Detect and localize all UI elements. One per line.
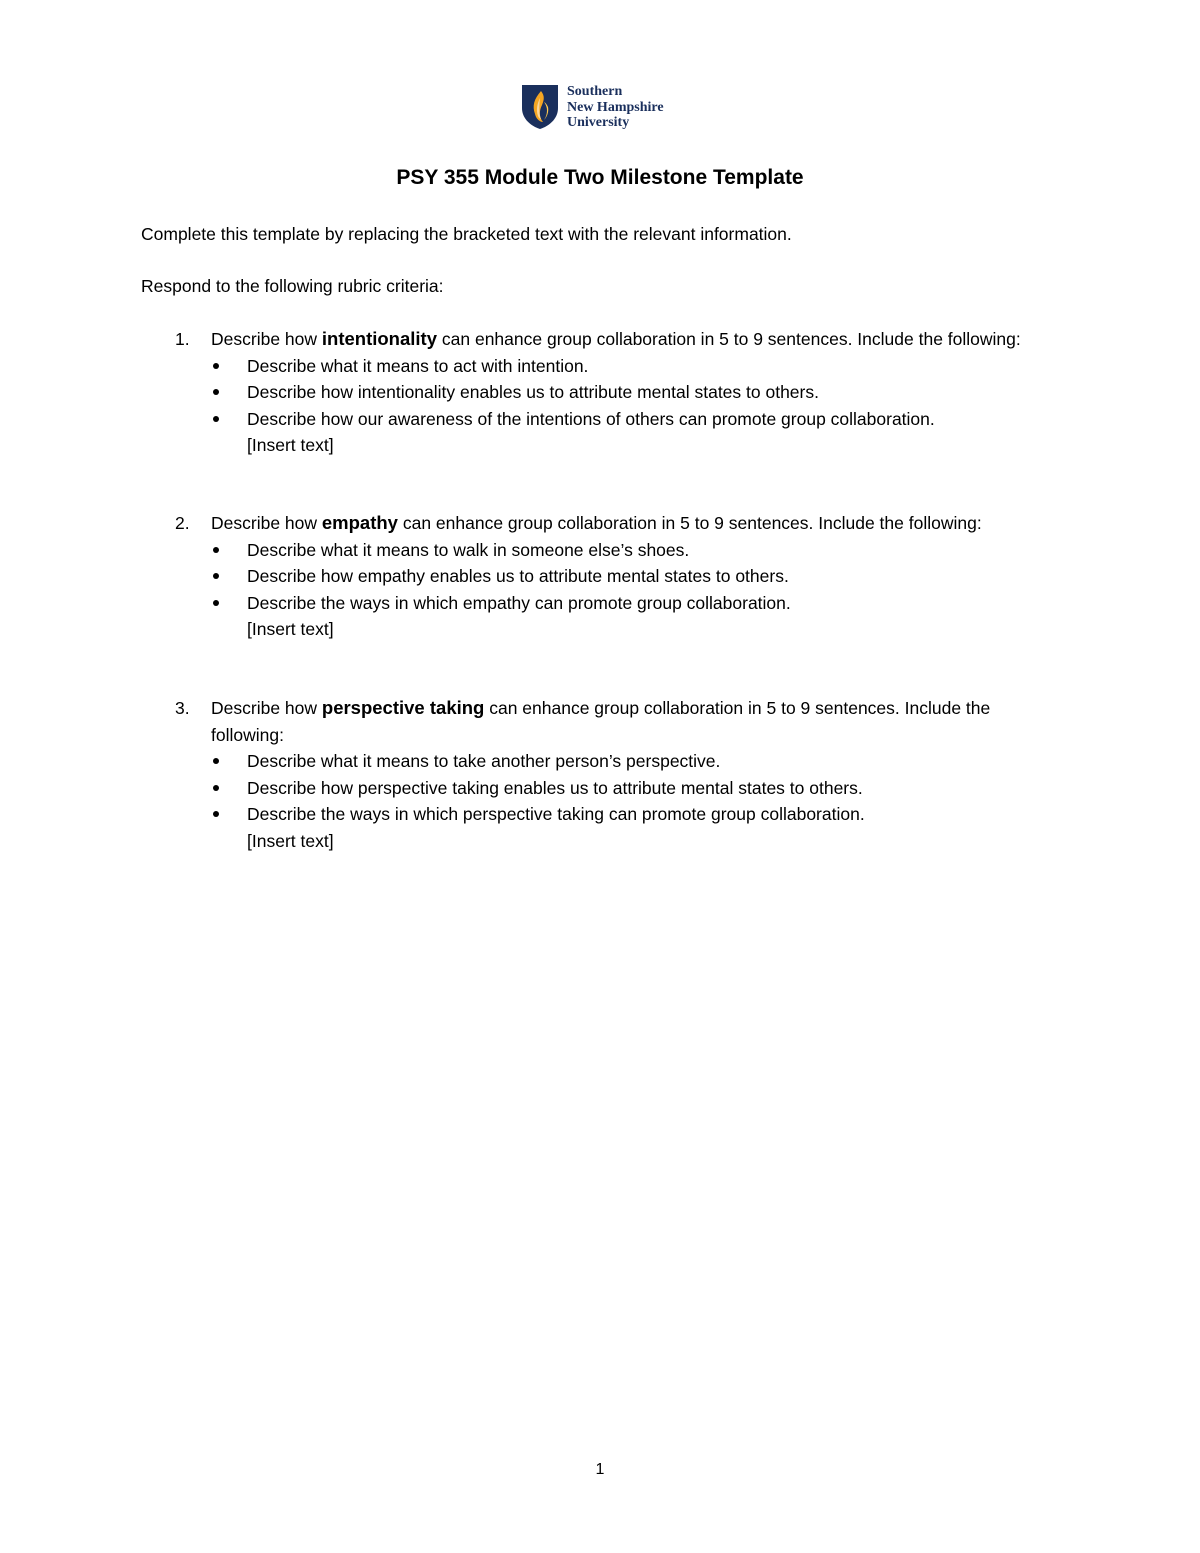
document-title: PSY 355 Module Two Milestone Template bbox=[396, 166, 804, 189]
criterion-2 bbox=[175, 510, 1051, 643]
logo-line-university: University bbox=[567, 115, 630, 130]
bullet-item bbox=[211, 590, 1051, 617]
bullet-text: Describe what it means to take another person’s perspective. bbox=[247, 751, 721, 771]
bullet-icon bbox=[213, 416, 219, 422]
bullet-text: Describe what it means to walk in someone else’s shoes. bbox=[247, 539, 690, 560]
bullet-item bbox=[211, 775, 1051, 802]
insert-text-placeholder[interactable]: [Insert text] bbox=[247, 619, 334, 639]
criterion-number: 1. bbox=[175, 329, 190, 349]
criterion-bullets bbox=[211, 537, 1051, 617]
bullet-icon bbox=[213, 600, 219, 606]
bullet-item bbox=[211, 801, 1051, 828]
university-logo bbox=[521, 84, 664, 132]
bullet-item bbox=[211, 353, 1051, 380]
bullet-icon bbox=[213, 389, 219, 395]
criterion-number: 3. bbox=[175, 698, 190, 718]
criterion-suffix: can enhance group collaboration in 5 to 9 sentences. Include the following: bbox=[437, 329, 1021, 349]
criterion-keyword: intentionality bbox=[321, 328, 438, 349]
insert-text-placeholder[interactable]: [Insert text] bbox=[247, 830, 334, 851]
criterion-3 bbox=[175, 695, 1051, 854]
bullet-icon bbox=[213, 811, 219, 817]
page-number: 1 bbox=[595, 1461, 605, 1478]
bullet-icon bbox=[213, 547, 219, 553]
criterion-keyword: perspective taking bbox=[321, 697, 485, 718]
logo-wordmark bbox=[567, 84, 664, 131]
criterion-keyword: empathy bbox=[321, 512, 398, 533]
criterion-lead bbox=[211, 695, 1051, 748]
bullet-item bbox=[211, 563, 1051, 590]
criterion-prefix: Describe how bbox=[211, 329, 322, 349]
bullet-icon bbox=[213, 758, 219, 764]
criterion-bullets bbox=[211, 748, 1051, 828]
bullet-text: Describe how perspective taking enables us to attribute mental states to others. bbox=[247, 777, 863, 798]
bullet-item bbox=[211, 537, 1051, 564]
respond-paragraph: Respond to the following rubric criteria: bbox=[141, 276, 444, 296]
criterion-number: 2. bbox=[175, 513, 190, 533]
intro-paragraph: Complete this template by replacing the bracketed text with the relevant information. bbox=[141, 224, 792, 244]
bullet-text: Describe how our awareness of the intentions of others can promote group collaboration. bbox=[247, 408, 935, 429]
criterion-prefix: Describe how bbox=[211, 513, 322, 533]
bullet-text: Describe the ways in which perspective taking can promote group collaboration. bbox=[247, 804, 865, 824]
bullet-item bbox=[211, 748, 1051, 775]
bullet-icon bbox=[213, 785, 219, 791]
bullet-text: Describe how empathy enables us to attribute mental states to others. bbox=[247, 566, 789, 586]
logo-line-southern: Southern bbox=[567, 84, 623, 99]
shield-flame-icon bbox=[521, 84, 559, 130]
criterion-lead bbox=[211, 326, 1051, 353]
bullet-text: Describe the ways in which empathy can promote group collaboration. bbox=[247, 592, 791, 613]
logo-line-new-hampshire: New Hampshire bbox=[567, 99, 664, 115]
bullet-icon bbox=[213, 573, 219, 579]
bullet-item bbox=[211, 406, 1051, 433]
bullet-text: Describe what it means to act with intention. bbox=[247, 355, 589, 376]
bullet-icon bbox=[213, 363, 219, 369]
bullet-text: Describe how intentionality enables us to attribute mental states to others. bbox=[247, 382, 819, 402]
criterion-suffix: can enhance group collaboration in 5 to 9 sentences. Include the following: bbox=[211, 698, 991, 745]
criterion-lead bbox=[211, 510, 1051, 537]
criterion-1 bbox=[175, 326, 1051, 459]
criterion-suffix: can enhance group collaboration in 5 to 9 sentences. Include the following: bbox=[397, 513, 982, 533]
bullet-item bbox=[211, 379, 1051, 406]
criterion-bullets bbox=[211, 353, 1051, 433]
criterion-prefix: Describe how bbox=[211, 698, 322, 718]
insert-text-placeholder[interactable]: [Insert text] bbox=[247, 435, 334, 455]
